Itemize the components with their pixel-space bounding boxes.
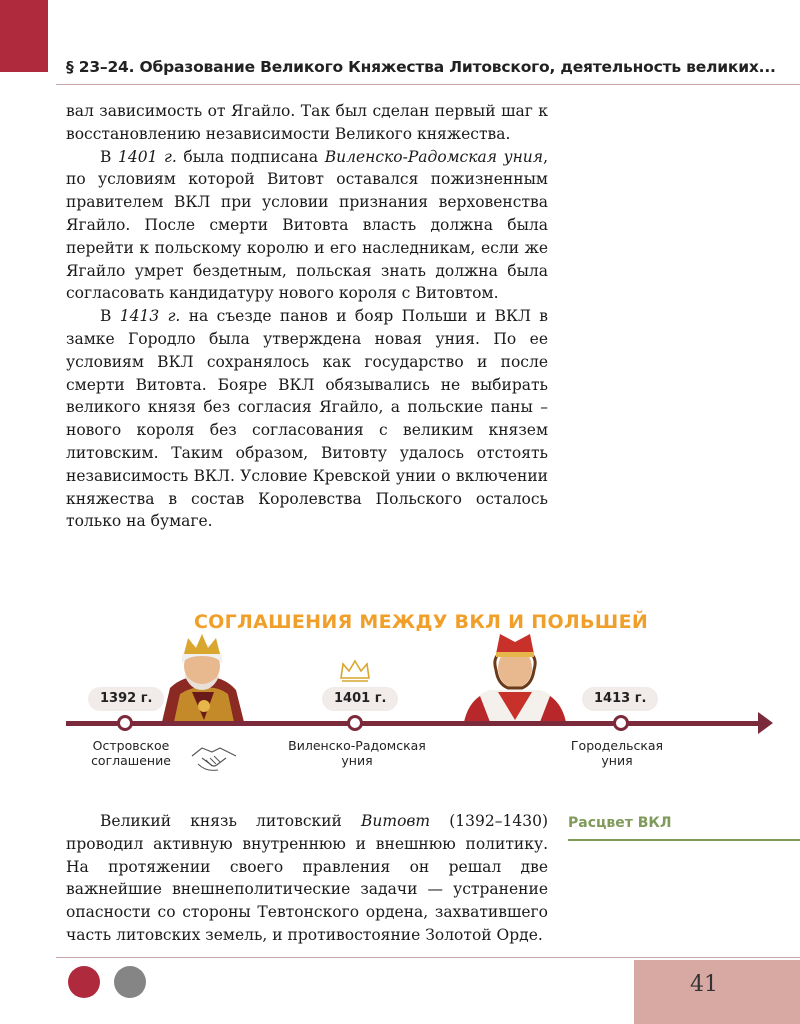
side-note-label: Расцвет ВКЛ — [568, 815, 672, 831]
year-1413: 1413 г. — [119, 307, 181, 326]
timeline-marker-1392 — [117, 715, 133, 731]
paragraph-1: вал зависимость от Ягайло. Так был сделан первый шаг к восстановлению независимости Великого княжества. — [66, 102, 548, 143]
year-badge-1413: 1413 г. — [582, 687, 658, 711]
vytautas-name: Витовт — [361, 812, 431, 830]
side-note-underline — [568, 839, 800, 841]
event-label-1401-line2: уния — [341, 753, 373, 768]
event-label-1392 — [46, 738, 216, 768]
footer-red-circle — [68, 966, 100, 998]
paragraph-3-rest: на съезде панов и бояр Польши и ВКЛ в замке Городло была утверждена новая уния. По ее условиям ВКЛ сохранялось как государство и после смерти Витовта. Бояре ВКЛ обязывались не выбирать великого князя без согласия Ягайло, а польские паны – нового короля без согласования с великим князем литовским. Таким образом, Витовту удалось отстоять независимость ВКЛ. Условие Кревской унии о включении княжества в состав Королевства Польского осталось только на бумаге. — [66, 307, 548, 531]
corner-tab — [0, 0, 48, 72]
page-number: 41 — [690, 972, 718, 997]
header-divider — [56, 84, 800, 85]
jagiello-portrait — [152, 632, 252, 722]
year-badge-1392: 1392 г. — [88, 687, 164, 711]
footer-divider — [56, 957, 800, 958]
timeline-marker-1413 — [613, 715, 629, 731]
footer-gray-circle — [114, 966, 146, 998]
timeline-axis — [66, 721, 762, 726]
main-text-block — [66, 100, 548, 533]
paragraph-2 — [66, 146, 548, 306]
event-label-1413 — [532, 738, 702, 768]
vytautas-portrait — [460, 630, 570, 722]
chapter-header: § 23–24. Образование Великого Княжества Литовского, деятельность великих... — [66, 58, 776, 76]
paragraph-4-pre: Великий князь литовский — [100, 812, 361, 830]
event-label-1401-line1: Виленско-Радомская — [288, 738, 426, 753]
timeline-marker-1401 — [347, 715, 363, 731]
event-label-1392-line1: Островское — [92, 738, 170, 753]
timeline-arrow — [758, 712, 773, 734]
crown-icon — [338, 658, 372, 684]
page-number-box — [634, 960, 800, 1024]
event-label-1413-line1: Городельская — [570, 738, 664, 753]
year-badge-1401: 1401 г. — [322, 687, 398, 711]
event-label-1413-line2: уния — [601, 753, 633, 768]
year-1401: 1401 г. — [118, 147, 177, 166]
paragraph-2-mid: была подписана — [176, 147, 325, 166]
event-label-1401 — [272, 738, 442, 768]
paragraph-2-pre: В — [100, 147, 118, 166]
lower-text-block — [66, 810, 548, 947]
paragraph-3 — [66, 305, 548, 533]
event-label-1392-line2: соглашение — [91, 753, 171, 768]
paragraph-2-rest: , по условиям которой Витовт оставался пожизненным правителем ВКЛ при условии признания верховенства Ягайло. После смерти Витовта власть должна была перейти к польскому королю и его наследникам, если же Ягайло умрет бездетным, польская знать должна была согласовать кандидатуру нового короля с Витовтом. — [66, 147, 548, 303]
paragraph-4 — [66, 810, 548, 947]
union-name: Виленско-Радомская уния — [324, 147, 544, 166]
paragraph-4-rest: (1392–1430) проводил активную внутреннюю и внешнюю политику. На протяжении своего правления он решал две важнейшие внешнеполитические задачи — устранение опасности со стороны Тевтонского ордена, захватившего часть литовских земель, и противостояние Золотой Орде. — [66, 812, 548, 944]
paragraph-3-pre: В — [100, 307, 120, 326]
timeline-title: СОГЛАШЕНИЯ МЕЖДУ ВКЛ И ПОЛЬШЕЙ — [193, 611, 649, 633]
